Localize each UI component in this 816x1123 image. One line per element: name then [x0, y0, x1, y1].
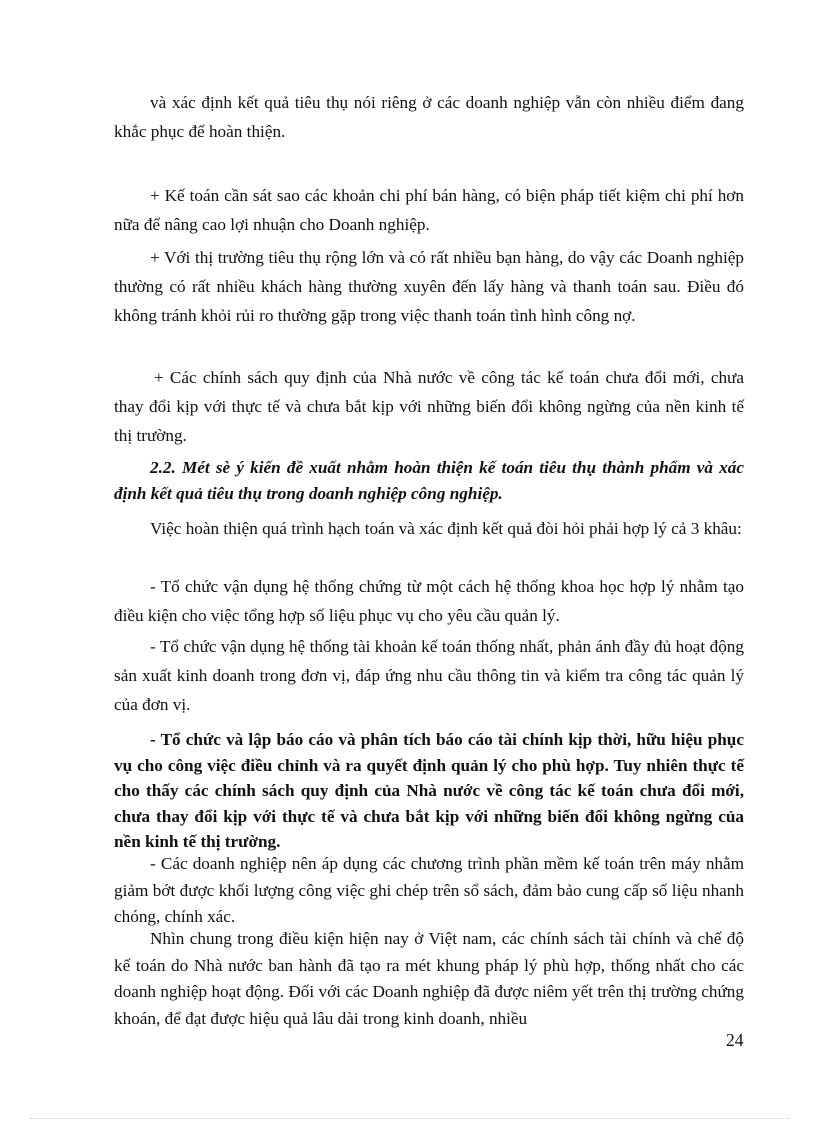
- paragraph-accounting-software: - Các doanh nghiệp nên áp dụng các chương trình phần mềm kế toán trên máy nhằm giảm bớt được khối lượng công việc ghi chép trên sổ sách, đảm bảo cung cấp số liệu nhanh chóng, chính xác.: [114, 854, 744, 926]
- paragraph-conclusion: Nhìn chung trong điều kiện hiện nay ở Việt nam, các chính sách tài chính và chế độ kế toán do Nhà nước ban hành đã tạo ra mét khung pháp lý phù hợp, thống nhất cho các doanh nghiệp hoạt động. Đối với các Doanh nghiệp đã được niêm yết trên thị trường chứng khoán, để đạt được hiệu quả lâu dài trong kinh doanh, nhiều: [114, 929, 744, 1028]
- footer-divider: [30, 1118, 790, 1119]
- paragraph-state-policy: + Các chính sách quy định của Nhà nước về công tác kế toán chưa đổi mới, chưa thay đổi kịp với thực tế và chưa bắt kịp với những biến đổi không ngừng của nền kinh tế thị trường.: [114, 368, 744, 445]
- paragraph-market-debt: + Với thị trường tiêu thụ rộng lớn và có rất nhiều bạn hàng, do vậy các Doanh nghiệp thường có rất nhiều khách hàng thường xuyên đến lấy hàng và thanh toán sau. Điều đó không tránh khỏi rủi ro thường gặp trong việc thanh toán tình hình công nợ.: [114, 248, 744, 325]
- paragraph-cost-control: + Kế toán cần sát sao các khoản chi phí bán hàng, có biện pháp tiết kiệm chi phí hơn nữa để nâng cao lợi nhuận cho Doanh nghiệp.: [114, 186, 744, 234]
- paragraph-financial-reporting: - Tổ chức và lập báo cáo và phân tích báo cáo tài chính kịp thời, hữu hiệu phục vụ cho công việc điều chỉnh và ra quyết định quản lý cho phù hợp. Tuy nhiên thực tế cho thấy các chính sách quy định của Nhà nước về công tác kế toán chưa đổi mới, chưa thay đổi kịp với thực tế và chưa bắt kịp với những biến đổi không ngừng của nền kinh tế thị trường.: [114, 730, 744, 851]
- paragraph-voucher-system: - Tổ chức vận dụng hệ thống chứng từ một cách hệ thống khoa học hợp lý nhằm tạo điều kiện cho việc tổng hợp số liệu phục vụ cho yêu cầu quản lý.: [114, 577, 744, 625]
- paragraph-three-stages: Việc hoàn thiện quá trình hạch toán và xác định kết quả đòi hỏi phải hợp lý cả 3 khâu:: [150, 519, 742, 538]
- paragraph-intro-continuation: và xác định kết quả tiêu thụ nói riêng ở các doanh nghiệp vẫn còn nhiều điểm đang khắc phục để hoàn thiện.: [114, 93, 744, 141]
- page-number: 24: [726, 1030, 744, 1050]
- section-heading-2-2: 2.2. Mét sè ý kiến đề xuất nhằm hoàn thiện kế toán tiêu thụ thành phẩm và xác định kết quả tiêu thụ trong doanh nghiệp công nghiệp.: [114, 458, 744, 503]
- paragraph-account-system: - Tổ chức vận dụng hệ thống tài khoản kế toán thống nhất, phản ánh đầy đủ hoạt động sản xuất kinh doanh trong đơn vị, đáp ứng nhu cầu thông tin và kiểm tra công tác quản lý của đơn vị.: [114, 637, 744, 714]
